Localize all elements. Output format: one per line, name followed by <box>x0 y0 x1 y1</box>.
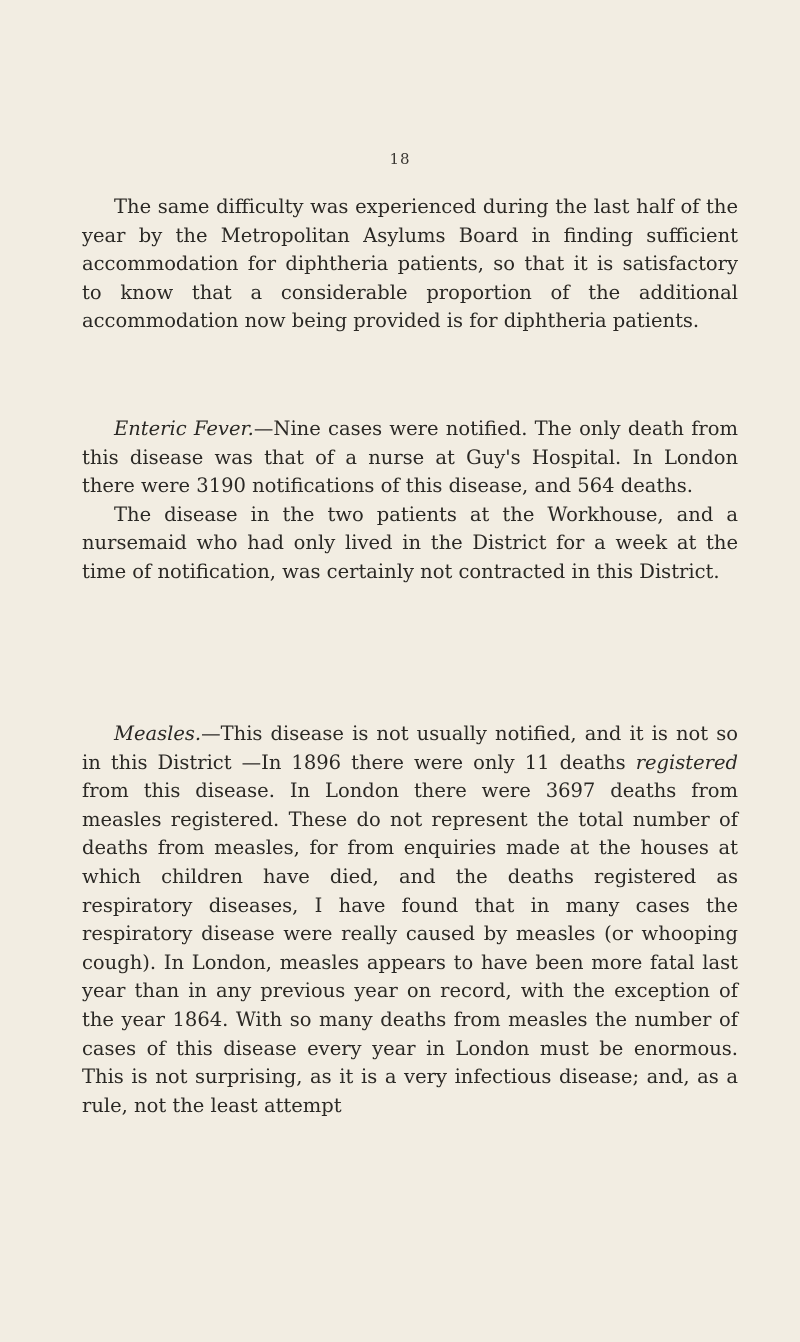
diphtheria-paragraph: The same difficulty was experienced during the last half of the year by the Metropolitan Asylums Board in finding sufficient accommodation for diphtheria patients, so that it is satisfactory to know that a considerable proportion of the additional accommodation now being provided is for diphtheria patients. <box>82 195 738 333</box>
measles-paragraph <box>82 720 738 1120</box>
enteric-fever-heading: Enteric Fever. <box>114 417 254 440</box>
workhouse-paragraph: The disease in the two patients at the Workhouse, and a nursemaid who had only lived in the District for a week at the time of notification, was certainly not contracted in this District. <box>82 502 738 583</box>
measles-heading: Measles. <box>114 722 202 745</box>
measles-text-part-1: —This disease is not usually notified, and it is not so in this District —In 1896 there were only 11 deaths <box>82 722 738 774</box>
enteric-fever-paragraph <box>82 415 738 501</box>
measles-section <box>82 720 738 1120</box>
enteric-fever-text: —Nine cases were notified. The only death from this disease was that of a nurse at Guy's Hospital. In London there were 3190 notifications of this disease, and 564 deaths. <box>82 417 738 498</box>
registered-emphasis: registered <box>635 750 738 774</box>
diphtheria-section <box>82 193 738 336</box>
measles-text-part-2: from this disease. In London there were 3697 deaths from measles registered. These do not represent the total number of deaths from measles, for from enquiries made at the houses at which children have died, and the deaths registered as respiratory diseases, I have found that in many cases the respiratory disease were really caused by measles (or whooping cough). In London, measles appears to have been more fatal last year than in any previous year on record, with the exception of the year 1864. With so many deaths from measles the number of cases of this disease every year in London must be enormous. This is not surprising, as it is a very infectious disease; and, as a rule, not the least attempt <box>82 779 738 1117</box>
enteric-fever-section <box>82 415 738 587</box>
page-number: 18 <box>389 150 411 168</box>
